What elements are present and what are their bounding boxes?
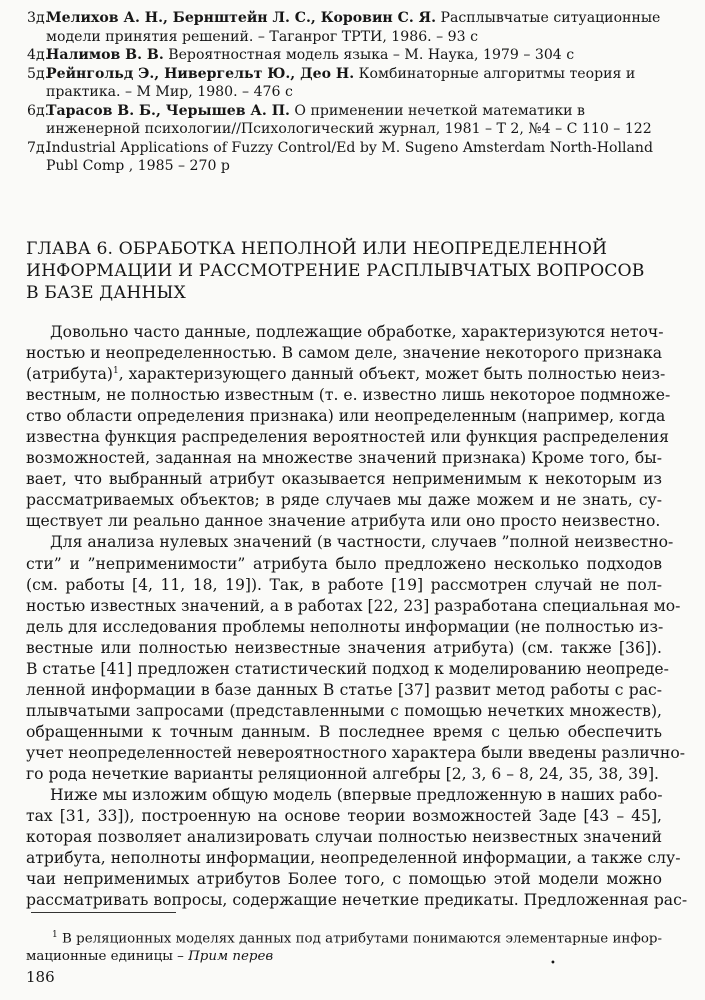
text-line: ностью и неопределенностью. В самом деле, значение некоторого признака: [26, 344, 662, 363]
text-line: которая позволяет анализировать случаи полностью неизвестных значений: [26, 828, 662, 847]
reference-number: 7д.: [27, 139, 50, 156]
text-line: сти” и ”неприменимости” атрибута было предложено несколько подходов: [26, 554, 662, 573]
translator-note: Прим перев: [188, 949, 274, 965]
reference-authors: Налимов В. В.: [46, 47, 164, 63]
text-line: В статье [41] предложен статистический подход к моделированию неопреде-: [26, 659, 669, 678]
reference-item: [28, 65, 683, 102]
text-line: чаи неприменимых атрибутов Более того, с помощью этой модели можно: [26, 870, 662, 889]
reference-text: О применении нечеткой математики в инженерной психологии//Психологический журнал, 1981 – Т 2, №4 – С 110 – 122: [46, 102, 652, 137]
text-line: (см. работы [4, 11, 18, 19]). Так, в работе [19] рассмотрен случай не пол-: [26, 575, 662, 594]
reference-text: Расплывчатые ситуационные модели принятия решений. – Таганрог ТРТИ, 1986. – 93 с: [46, 10, 661, 45]
text-line: известна функция распределения вероятностей или функция распределения: [26, 428, 669, 447]
text-line: возможностей, заданная на множестве значений признака) Кроме того, бы-: [26, 449, 662, 468]
body-text: [26, 322, 688, 911]
text-line: атрибута, неполноты информации, неопределенной информации, а также слу-: [26, 849, 681, 868]
reference-item: [28, 9, 683, 46]
footnote-text: В реляционных моделях данных под атрибутами понимаются элементарные инфор-: [62, 931, 662, 947]
reference-number: 5д.: [27, 65, 50, 82]
reference-item: [28, 46, 683, 65]
footnote-ref: 1: [112, 365, 119, 376]
reference-item: [28, 102, 683, 139]
text-line: обращенными к точным данным. В последнее время с целью обеспечить: [26, 722, 662, 741]
reference-number: 4д.: [27, 47, 50, 63]
footnote-text: мационные единицы –: [26, 949, 184, 965]
text-fragment: (атрибута): [26, 365, 113, 384]
text-line: Ниже мы изложим общую модель (впервые предложенную в наших рабо-: [50, 786, 663, 805]
page-number: 186: [26, 968, 55, 986]
text-line: Для анализа нулевых значений (в частности, случаев ”полной неизвестно-: [50, 533, 674, 552]
text-line: го рода нечеткие варианты реляционной алгебры [2, 3, 6 – 8, 24, 35, 38, 39].: [26, 764, 659, 783]
footnote-marker: 1: [52, 930, 58, 940]
text-line: вестным, не полностью известным (т. е. известно лишь некоторое подмноже-: [26, 386, 671, 405]
reference-list: [28, 9, 683, 176]
text-line: плывчатыми запросами (представленными с помощью нечетких множеств),: [26, 701, 662, 720]
footnote-divider: [31, 912, 176, 913]
chapter-title: [26, 238, 666, 304]
text-line: ство области определения признака) или неопределенным (например, когда: [26, 407, 666, 426]
text-line: [26, 364, 666, 385]
reference-number: 6д.: [27, 102, 50, 119]
reference-item: [28, 139, 683, 176]
text-line: учет неопределенностей невероятностного характера были введены различно-: [26, 743, 685, 762]
scan-speck: •: [550, 958, 556, 969]
chapter-title-line: ГЛАВА 6. ОБРАБОТКА НЕПОЛНОЙ ИЛИ НЕОПРЕДЕЛЕННОЙ: [26, 239, 608, 259]
footnote-line: [26, 926, 662, 948]
text-line: ленной информации в базе данных В статье [37] развит метод работы с рас-: [26, 680, 662, 699]
chapter-title-line: ИНФОРМАЦИИ И РАССМОТРЕНИЕ РАСПЛЫВЧАТЫХ ВОПРОСОВ: [26, 261, 645, 281]
text-line: Довольно часто данные, подлежащие обработке, характеризуются неточ-: [50, 323, 664, 341]
footnote-line: [26, 948, 662, 966]
text-line: вестные или полностью неизвестные значения атрибута) (см. также [36]).: [26, 638, 662, 657]
text-line: тах [31, 33]), построенную на основе теории возможностей Заде [43 – 45],: [26, 807, 662, 826]
text-line: ностью известных значений, а в работах [22, 23] разработана специальная мо-: [26, 596, 681, 615]
reference-authors: Тарасов В. Б., Черышев А. П.: [46, 102, 290, 119]
reference-authors: Мелихов А. Н., Бернштейн Л. С., Коровин С. Я.: [46, 10, 437, 26]
text-line: рассматривать вопросы, содержащие нечеткие предикаты. Предложенная рас-: [26, 891, 688, 910]
text-fragment: , характеризующего данный объект, может быть полностью неиз-: [118, 365, 666, 384]
reference-authors: Рейнгольд Э., Нивергельт Ю., Део Н.: [46, 65, 355, 82]
text-line: рассматриваемых объектов; в ряде случаев мы даже можем и не знать, су-: [26, 491, 662, 510]
footnote: [26, 926, 662, 966]
reference-text: Комбинаторные алгоритмы теория и практика. – М Мир, 1980. – 476 с: [46, 65, 636, 100]
text-line: вает, что выбранный атрибут оказывается неприменимым к некоторым из: [26, 470, 662, 489]
reference-number: 3д.: [27, 10, 50, 26]
text-line: ществует ли реально данное значение атрибута или оно просто неизвестно.: [26, 512, 661, 531]
text-line: дель для исследования проблемы неполноты информации (не полностью из-: [26, 617, 664, 636]
reference-text: Industrial Applications of Fuzzy Control/Ed by M. Sugeno Amsterdam North-Holland Publ Comp , 1985 – 270 p: [46, 139, 653, 174]
reference-text: Вероятностная модель языка – М. Наука, 1979 – 304 с: [168, 47, 575, 63]
chapter-title-line: В БАЗЕ ДАННЫХ: [26, 283, 186, 303]
